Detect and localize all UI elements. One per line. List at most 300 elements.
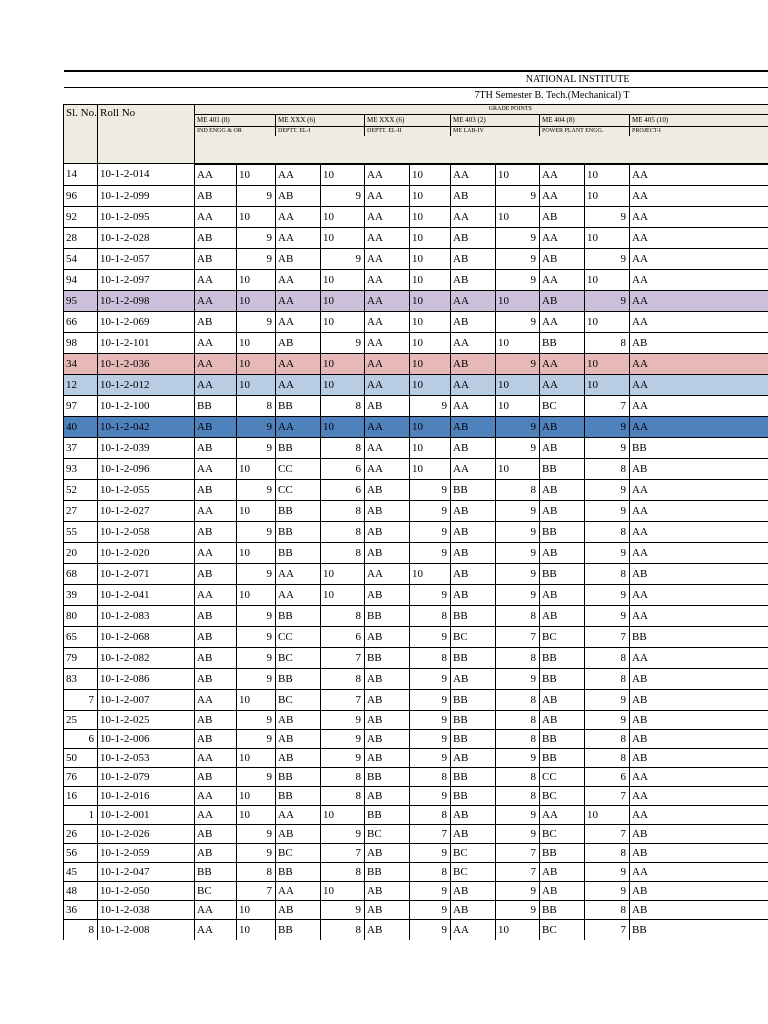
grade-letter: AA [365,269,410,290]
grade-point: 8 [237,395,276,416]
serial-number: 39 [64,584,98,605]
grade-letter: BB [540,843,585,862]
grade-point: 10 [237,353,276,374]
grade-letter: AA [276,311,321,332]
grade-point: 10 [496,290,540,311]
serial-number: 6 [64,729,98,748]
grade-point: 7 [585,919,630,940]
grade-point: 9 [410,689,451,710]
grade-letter: AA [276,353,321,374]
serial-number: 45 [64,862,98,881]
grade-letter: BB [540,332,585,353]
table-row [64,689,768,710]
grade-point: 9 [496,542,540,563]
roll-number: 10-1-2-039 [98,437,195,458]
grade-point: 9 [321,710,365,729]
grade-point: 8 [321,767,365,786]
grade-letter: BB [540,729,585,748]
grade-letter: AA [451,919,496,940]
grade-point: 10 [237,500,276,521]
grade-letter: AA [630,290,768,311]
grade-point: 8 [237,862,276,881]
institute-title: NATIONAL INSTITUTE [64,71,630,88]
table-row [64,479,768,500]
grade-point: 10 [237,584,276,605]
grade-point: 8 [585,563,630,584]
grade-point: 10 [237,689,276,710]
roll-number: 10-1-2-020 [98,542,195,563]
grade-point: 8 [496,710,540,729]
grade-letter: AA [195,748,237,767]
grade-letter: BB [451,786,496,805]
serial-number: 36 [64,900,98,919]
grade-point: 9 [237,248,276,269]
serial-number: 56 [64,843,98,862]
grade-letter: AA [195,206,237,227]
grade-letter: AA [365,290,410,311]
grade-letter: BB [365,605,410,626]
grade-point: 10 [410,164,451,186]
grade-letter: AA [630,542,768,563]
grade-letter: AB [195,710,237,729]
grade-point: 10 [496,919,540,940]
grade-point: 10 [237,805,276,824]
roll-number: 10-1-2-041 [98,584,195,605]
grade-letter: AB [195,479,237,500]
grade-point: 10 [410,290,451,311]
grade-point: 6 [321,626,365,647]
grade-letter: AA [365,374,410,395]
roll-number: 10-1-2-083 [98,605,195,626]
roll-number: 10-1-2-059 [98,843,195,862]
grade-letter: AB [540,862,585,881]
grade-letter: AB [451,521,496,542]
grade-letter: BB [540,563,585,584]
grade-letter: AA [630,206,768,227]
table-row [64,805,768,824]
grade-letter: AB [195,843,237,862]
grade-point: 9 [410,748,451,767]
grade-letter: AA [365,332,410,353]
table-row [64,353,768,374]
grade-point: 8 [585,729,630,748]
serial-number: 52 [64,479,98,500]
grade-letter: AB [540,584,585,605]
grade-letter: AA [630,311,768,332]
grade-point: 9 [496,584,540,605]
grade-letter: BB [540,900,585,919]
serial-number: 68 [64,563,98,584]
grade-letter: AB [630,748,768,767]
grade-letter: AA [195,786,237,805]
grade-point: 10 [496,395,540,416]
grade-letter: AB [365,919,410,940]
serial-number: 98 [64,332,98,353]
table-row [64,605,768,626]
grade-letter: AA [451,206,496,227]
grade-letter: BC [540,919,585,940]
serial-number: 34 [64,353,98,374]
roll-number: 10-1-2-026 [98,824,195,843]
table-row [64,227,768,248]
grade-letter: AB [630,689,768,710]
grade-point: 10 [410,374,451,395]
grade-point: 9 [237,668,276,689]
grade-point: 7 [585,824,630,843]
serial-number: 54 [64,248,98,269]
subject-code: ME XXX (6) [365,115,451,126]
serial-number: 92 [64,206,98,227]
grade-letter: AA [195,353,237,374]
grade-point: 10 [496,332,540,353]
grade-point: 10 [237,900,276,919]
grade-letter: AA [195,900,237,919]
table-row [64,395,768,416]
grade-letter: AA [540,164,585,186]
grade-letter: AA [540,311,585,332]
grade-point: 9 [496,185,540,206]
roll-number: 10-1-2-069 [98,311,195,332]
grade-letter: BB [276,767,321,786]
grade-letter: AA [630,353,768,374]
grade-letter: AB [540,248,585,269]
grade-letter: AB [451,563,496,584]
grade-point: 8 [321,500,365,521]
grade-point: 9 [496,748,540,767]
grade-letter: AB [195,605,237,626]
grade-point: 9 [496,805,540,824]
serial-number: 27 [64,500,98,521]
grade-point: 9 [410,786,451,805]
grade-letter: AB [365,729,410,748]
grade-point: 10 [496,374,540,395]
roll-number: 10-1-2-057 [98,248,195,269]
grade-point: 9 [496,563,540,584]
grade-point: 9 [410,843,451,862]
grade-letter: BC [540,786,585,805]
subject-name: DEPTT. EL-I [276,126,365,136]
grade-point: 10 [237,458,276,479]
grade-letter: BB [540,668,585,689]
grade-letter: AB [451,248,496,269]
grade-point: 8 [496,647,540,668]
grade-letter: CC [276,479,321,500]
grade-letter: AA [630,521,768,542]
grade-point: 8 [496,479,540,500]
grade-letter: BC [365,824,410,843]
grade-point: 9 [321,332,365,353]
grade-point: 9 [496,416,540,437]
grade-point: 9 [585,248,630,269]
grade-letter: AB [195,563,237,584]
grade-point: 8 [585,843,630,862]
grade-point: 9 [237,227,276,248]
grade-letter: AB [365,748,410,767]
grade-point: 9 [585,605,630,626]
grade-point: 9 [585,206,630,227]
grade-letter: AB [365,881,410,900]
subject-name: DEPTT. EL-II [365,126,451,136]
serial-number: 96 [64,185,98,206]
serial-number: 66 [64,311,98,332]
grade-point: 10 [321,269,365,290]
grade-point: 9 [410,919,451,940]
grade-point: 10 [496,206,540,227]
grade-point: 10 [321,584,365,605]
grade-letter: AB [630,332,768,353]
grade-point: 8 [410,805,451,824]
grade-letter: AA [540,353,585,374]
grade-letter: AA [365,563,410,584]
grade-point: 9 [496,269,540,290]
grade-points-header: GRADE POINTS [195,105,768,115]
grade-letter: BB [276,521,321,542]
grade-letter: AB [365,786,410,805]
grade-point: 8 [321,521,365,542]
roll-number: 10-1-2-050 [98,881,195,900]
grade-point: 7 [321,689,365,710]
grade-point: 7 [496,862,540,881]
grade-letter: AB [365,900,410,919]
grade-point: 8 [321,542,365,563]
grade-letter: BC [276,689,321,710]
grade-point: 9 [585,479,630,500]
roll-number: 10-1-2-006 [98,729,195,748]
roll-number: 10-1-2-095 [98,206,195,227]
table-row [64,729,768,748]
grade-letter: AA [630,416,768,437]
grade-letter: AA [195,919,237,940]
roll-number: 10-1-2-027 [98,500,195,521]
grade-letter: AA [195,332,237,353]
roll-number: 10-1-2-036 [98,353,195,374]
grade-letter: AA [276,563,321,584]
grade-letter: AA [630,584,768,605]
grade-point: 9 [410,710,451,729]
grade-letter: AA [540,185,585,206]
grade-letter: AA [630,647,768,668]
grade-letter: AB [540,710,585,729]
grade-letter: AA [630,862,768,881]
grade-point: 10 [237,786,276,805]
grade-letter: AA [195,290,237,311]
grade-point: 10 [410,563,451,584]
grade-letter: AB [540,290,585,311]
table-row [64,668,768,689]
grade-letter: BB [365,805,410,824]
grade-letter: AB [365,710,410,729]
table-row [64,843,768,862]
grade-letter: AB [630,458,768,479]
grade-point: 7 [585,626,630,647]
roll-number: 10-1-2-012 [98,374,195,395]
table-row [64,786,768,805]
grade-letter: AB [630,900,768,919]
grade-point: 8 [321,668,365,689]
grade-point: 7 [237,881,276,900]
grade-point: 9 [585,500,630,521]
grade-letter: AA [276,164,321,186]
grade-letter: BB [276,862,321,881]
grade-letter: AB [365,843,410,862]
grade-point: 8 [496,729,540,748]
table-row [64,919,768,940]
roll-number: 10-1-2-068 [98,626,195,647]
grade-letter: AA [365,248,410,269]
grade-letter: BB [630,626,768,647]
subject-name: POWER PLANT ENGG. [540,126,630,136]
grade-letter: AB [451,269,496,290]
table-row [64,206,768,227]
grade-letter: AB [540,437,585,458]
serial-number: 14 [64,164,98,186]
grade-letter: BB [540,748,585,767]
grade-point: 8 [321,605,365,626]
grade-letter: AB [365,689,410,710]
grade-letter: AB [365,500,410,521]
roll-number: 10-1-2-028 [98,227,195,248]
grade-point: 10 [237,332,276,353]
grade-letter: AA [451,332,496,353]
grade-letter: AB [451,584,496,605]
grade-letter: AB [451,185,496,206]
grade-letter: AA [451,395,496,416]
table-row [64,248,768,269]
serial-number: 48 [64,881,98,900]
grade-point: 10 [237,919,276,940]
grade-point: 10 [321,164,365,186]
serial-number: 83 [64,668,98,689]
grade-letter: AB [451,227,496,248]
grade-letter: AA [451,458,496,479]
grade-letter: AA [365,311,410,332]
grade-letter: AB [630,668,768,689]
grade-letter: BB [630,919,768,940]
grade-point: 10 [410,416,451,437]
serial-number: 20 [64,542,98,563]
grade-letter: BC [540,824,585,843]
table-row [64,332,768,353]
grade-point: 9 [237,563,276,584]
grade-point: 10 [410,227,451,248]
roll-number: 10-1-2-058 [98,521,195,542]
grade-point: 10 [237,542,276,563]
grade-point: 8 [585,647,630,668]
grade-letter: AA [630,479,768,500]
roll-number: 10-1-2-053 [98,748,195,767]
grade-point: 9 [496,521,540,542]
grade-point: 9 [237,626,276,647]
grade-letter: AB [195,767,237,786]
subject-code: ME XXX (6) [276,115,365,126]
roll-number: 10-1-2-101 [98,332,195,353]
grade-point: 10 [496,458,540,479]
grade-point: 7 [585,395,630,416]
grade-point: 10 [321,805,365,824]
grade-point: 10 [410,437,451,458]
grade-letter: AB [451,668,496,689]
grade-letter: AA [195,374,237,395]
grade-point: 8 [585,332,630,353]
grade-letter: AA [195,500,237,521]
grade-letter: AA [365,164,410,186]
grade-point: 8 [321,395,365,416]
serial-number: 97 [64,395,98,416]
grade-point: 9 [496,227,540,248]
grade-letter: AA [365,185,410,206]
serial-number: 26 [64,824,98,843]
grade-point: 9 [410,521,451,542]
grade-point: 9 [410,900,451,919]
grade-point: 10 [585,185,630,206]
grade-point: 9 [410,479,451,500]
grade-letter: BB [195,862,237,881]
grade-letter: BB [276,395,321,416]
serial-number: 37 [64,437,98,458]
grade-point: 8 [585,748,630,767]
grade-letter: BB [276,500,321,521]
grade-point: 10 [321,206,365,227]
grade-rows [64,164,768,941]
grade-point: 9 [585,862,630,881]
grade-point: 10 [585,805,630,824]
grade-point: 10 [321,374,365,395]
grade-point: 10 [410,269,451,290]
grade-point: 8 [496,605,540,626]
grade-letter: AB [451,900,496,919]
grade-letter: BB [630,437,768,458]
roll-number: 10-1-2-038 [98,900,195,919]
grade-point: 9 [585,542,630,563]
grade-letter: BB [195,395,237,416]
grade-point: 9 [237,647,276,668]
grade-point: 9 [585,290,630,311]
grade-letter: BB [276,605,321,626]
grade-letter: AA [540,227,585,248]
grade-point: 10 [321,227,365,248]
grade-point: 9 [410,668,451,689]
grade-point: 10 [237,269,276,290]
table-row [64,881,768,900]
grade-point: 10 [237,164,276,186]
grade-point: 8 [410,605,451,626]
grade-letter: BC [540,395,585,416]
col-sl-header: Sl. No. [64,105,98,164]
grade-letter: AB [451,311,496,332]
grade-letter: AA [195,269,237,290]
grade-letter: AB [365,542,410,563]
grade-letter: AB [195,626,237,647]
grade-letter: BB [276,919,321,940]
serial-number: 8 [64,919,98,940]
grade-letter: AB [195,416,237,437]
grade-letter: AB [195,185,237,206]
grade-point: 9 [237,824,276,843]
grade-letter: AA [451,374,496,395]
grade-letter: AB [276,824,321,843]
roll-number: 10-1-2-047 [98,862,195,881]
subject-code: ME 401 (8) [195,115,276,126]
grade-point: 10 [321,881,365,900]
grade-point: 6 [321,479,365,500]
grade-point: 9 [321,248,365,269]
grade-point: 9 [496,248,540,269]
grade-point: 8 [410,647,451,668]
grade-letter: AB [276,332,321,353]
grade-letter: AA [276,374,321,395]
grade-letter: BB [365,767,410,786]
grade-table [63,70,768,940]
